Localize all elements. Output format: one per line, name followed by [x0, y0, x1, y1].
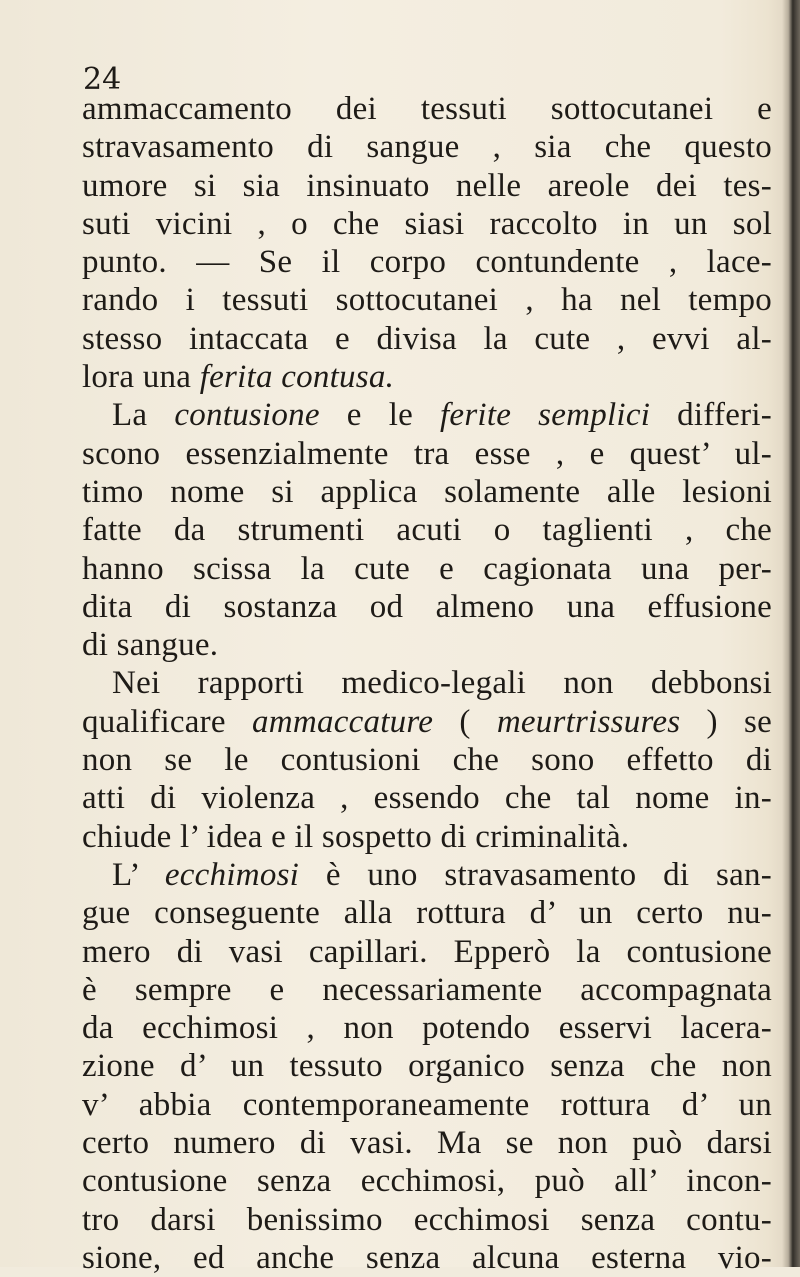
- text-line: [82, 1086, 772, 1124]
- text-segment: zione d’ un tessuto organico senza che non: [82, 1048, 772, 1085]
- text-line: [82, 473, 772, 511]
- text-line: [82, 90, 772, 128]
- text-line: [82, 358, 772, 396]
- italic-term: ferita contusa.: [199, 359, 395, 396]
- text-line: [82, 1047, 772, 1085]
- text-line: [82, 741, 772, 779]
- italic-term: ecchimosi: [164, 856, 300, 893]
- text-line: [82, 664, 772, 702]
- text-line: [82, 933, 772, 971]
- text-segment: certo numero di vasi. Ma se non può darsi: [82, 1125, 772, 1162]
- text-segment: differi-: [650, 397, 772, 434]
- italic-term: ammaccature: [252, 703, 434, 740]
- text-segment: gue conseguente alla rottura d’ un certo nu-: [82, 895, 772, 932]
- text-line: [82, 818, 772, 856]
- text-segment: tro darsi benissimo ecchimosi senza contu-: [82, 1201, 772, 1238]
- body-text: [82, 90, 772, 1277]
- text-line: [82, 1009, 772, 1047]
- text-line: [82, 779, 772, 817]
- text-segment: sione, ed anche senza alcuna esterna vio-: [82, 1239, 772, 1276]
- text-line: [82, 511, 772, 549]
- text-line: [82, 550, 772, 588]
- text-line: [82, 281, 772, 319]
- text-line: [82, 205, 772, 243]
- italic-term: ferite semplici: [440, 397, 651, 434]
- text-line: [82, 396, 772, 434]
- text-line: [82, 1124, 772, 1162]
- text-line: [82, 167, 772, 205]
- text-line: [82, 320, 772, 358]
- text-line: [82, 588, 772, 626]
- text-segment: di sangue.: [82, 627, 219, 664]
- text-segment: lora una: [82, 359, 200, 396]
- page-number: 24: [83, 62, 122, 97]
- text-segment: rando i tessuti sottocutanei , ha nel tempo: [82, 282, 772, 319]
- text-segment: L’: [112, 856, 165, 893]
- text-line: [82, 894, 772, 932]
- text-segment: da ecchimosi , non potendo esservi lacera-: [82, 1010, 772, 1047]
- text-segment: e le: [319, 397, 441, 434]
- text-line: [82, 703, 772, 741]
- text-segment: atti di violenza , essendo che tal nome in-: [82, 780, 772, 817]
- text-line: [82, 128, 772, 166]
- text-segment: chiude l’ idea e il sospetto di criminalità.: [82, 818, 630, 855]
- text-line: [82, 971, 772, 1009]
- text-segment: stesso intaccata e divisa la cute , evvi al-: [82, 320, 772, 357]
- text-segment: stravasamento di sangue , sia che questo: [82, 129, 772, 166]
- text-segment: suti vicini , o che siasi raccolto in un sol: [82, 205, 772, 242]
- text-segment: non se le contusioni che sono effetto di: [82, 742, 772, 779]
- text-segment: timo nome si applica solamente alle lesioni: [82, 473, 772, 510]
- text-segment: mero di vasi capillari. Epperò la contusione: [82, 933, 772, 970]
- text-line: [82, 1201, 772, 1239]
- text-segment: è sempre e necessariamente accompagnata: [82, 971, 772, 1008]
- text-segment: qualificare: [82, 703, 253, 740]
- text-segment: scono essenzialmente tra esse , e quest’ ul-: [82, 435, 772, 472]
- italic-term: meurtrissures: [496, 703, 681, 740]
- italic-term: contusione: [174, 397, 320, 434]
- text-line: [82, 856, 772, 894]
- text-segment: ammaccamento dei tessuti sottocutanei e: [82, 91, 772, 127]
- text-segment: fatte da strumenti acuti o taglienti , che: [82, 512, 772, 549]
- text-line: [82, 435, 772, 473]
- text-segment: umore si sia insinuato nelle areole dei tes-: [82, 167, 772, 204]
- text-line: [82, 1239, 772, 1277]
- text-segment: Nei rapporti medico-legali non debbonsi: [112, 665, 772, 702]
- page-binding-edge: [782, 0, 800, 1267]
- text-segment: è uno stravasamento di san-: [299, 856, 772, 893]
- text-segment: dita di sostanza od almeno una effusione: [82, 588, 772, 625]
- text-segment: punto. — Se il corpo contundente , lace-: [82, 244, 772, 281]
- text-segment: v’ abbia contemporaneamente rottura d’ un: [82, 1086, 772, 1123]
- text-segment: (: [433, 703, 497, 740]
- text-segment: ) se: [680, 703, 772, 740]
- text-segment: hanno scissa la cute e cagionata una per-: [82, 550, 772, 587]
- text-line: [82, 626, 772, 664]
- text-segment: La: [112, 397, 175, 434]
- text-line: [82, 243, 772, 281]
- text-line: [82, 1162, 772, 1200]
- text-segment: contusione senza ecchimosi, può all’ incon-: [82, 1163, 772, 1200]
